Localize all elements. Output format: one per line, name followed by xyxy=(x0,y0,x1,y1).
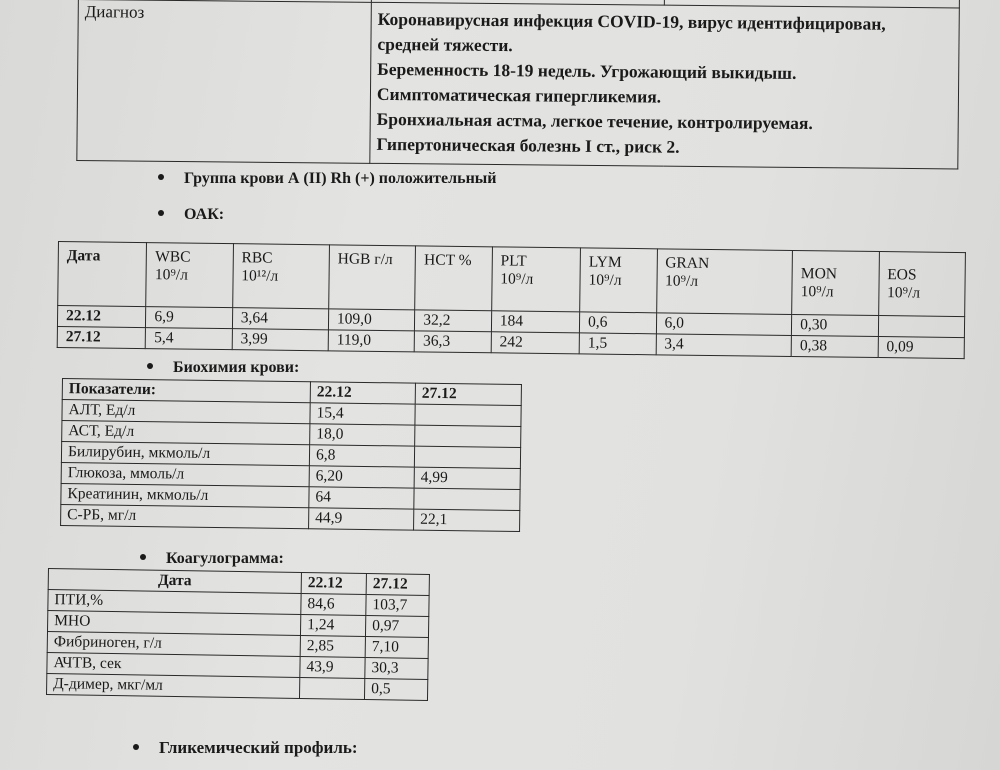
diagnosis-line: Симптоматическая гипергликемия. xyxy=(376,83,662,107)
cbc-row: 22.12 6,9 3,64 109,0 32,2 184 0,6 6,0 0,30 xyxy=(57,306,964,338)
diagnosis-line: Беременность 18-19 недель. Угрожающий выкидыш. xyxy=(377,58,797,83)
blood-group-item xyxy=(158,170,497,188)
oak-heading xyxy=(158,206,224,224)
cbc-header-hgb: HGB г/л xyxy=(329,245,416,310)
diagnosis-table xyxy=(76,0,960,169)
cbc-header-wbc: WBC 10⁹/л xyxy=(146,243,233,308)
coagulogram-table xyxy=(46,568,430,701)
cbc-header-rbc: RBC 10¹²/л xyxy=(232,244,329,309)
bullet-icon xyxy=(158,210,164,216)
diagnosis-row xyxy=(77,0,960,169)
oak-title: ОАК: xyxy=(184,206,225,223)
coag-row: МНО 1,24 0,97 xyxy=(48,611,429,638)
coag-row: АЧТВ, сек 43,9 30,3 xyxy=(47,652,428,679)
biochem-row: АСТ, Ед/л 18,0 xyxy=(62,421,521,448)
coag-row: ПТИ,% 84,6 103,7 xyxy=(48,590,429,617)
biochem-row: АЛТ, Ед/л 15,4 xyxy=(62,400,521,427)
diagnosis-line: Коронавирусная инфекция COVID-19, вирус идентифицирован, xyxy=(377,8,886,34)
biochem-row: С-РБ, мг/л 44,9 22,1 xyxy=(61,504,520,531)
coag-row: Д-димер, мкг/мл 0,5 xyxy=(47,673,428,700)
diagnosis-value xyxy=(370,2,960,169)
diagnosis-line: средней тяжести. xyxy=(377,33,513,56)
blood-group-text: Группа крови А (II) Rh (+) положительный xyxy=(184,170,497,187)
coag-title: Коагулограмма: xyxy=(166,550,284,567)
cbc-header-mon: MON 10⁹/л xyxy=(792,250,879,315)
bullet-icon xyxy=(133,744,139,750)
glycemic-title: Гликемический профиль: xyxy=(159,738,358,757)
cbc-header-date: Дата xyxy=(58,242,147,307)
bullet-icon xyxy=(158,174,164,180)
biochem-header-row: Показатели: 22.12 27.12 xyxy=(62,379,521,406)
bullet-icon xyxy=(147,363,153,369)
cbc-header-eos: EOS 10⁹/л xyxy=(878,252,965,317)
coag-header-row: Дата 22.12 27.12 xyxy=(48,569,429,596)
glycemic-heading xyxy=(133,738,358,758)
biochem-row: Глюкоза, ммоль/л 6,20 4,99 xyxy=(61,462,520,489)
biochemistry-table xyxy=(60,378,522,532)
biochem-heading xyxy=(147,359,299,377)
diagnosis-label: Диагноз xyxy=(77,0,372,163)
coag-row: Фибриноген, г/л 2,85 7,10 xyxy=(47,632,428,659)
cbc-table xyxy=(57,241,966,359)
biochem-title: Биохимия крови: xyxy=(173,359,300,376)
diagnosis-line: Бронхиальная астма, легкое течение, контролируемая. xyxy=(376,108,813,134)
biochem-row: Креатинин, мкмоль/л 64 xyxy=(61,483,520,510)
bullet-icon xyxy=(140,554,146,560)
cbc-header-hct: HCT % xyxy=(415,246,492,311)
cbc-row: 27.12 5,4 3,99 119,0 36,3 242 1,5 3,4 0,38 0,09 xyxy=(57,326,964,358)
cbc-header-gran: GRAN 10⁹/л xyxy=(656,249,792,315)
cbc-header-plt: PLT 10⁹/л xyxy=(491,247,580,312)
diagnosis-line: Гипертоническая болезнь I ст., риск 2. xyxy=(376,133,680,157)
biochem-row: Билирубин, мкмоль/л 6,8 xyxy=(61,442,520,469)
cbc-header-lym: LYM 10⁹/л xyxy=(580,248,657,313)
cbc-header-row xyxy=(58,242,966,317)
coag-heading xyxy=(140,550,284,568)
